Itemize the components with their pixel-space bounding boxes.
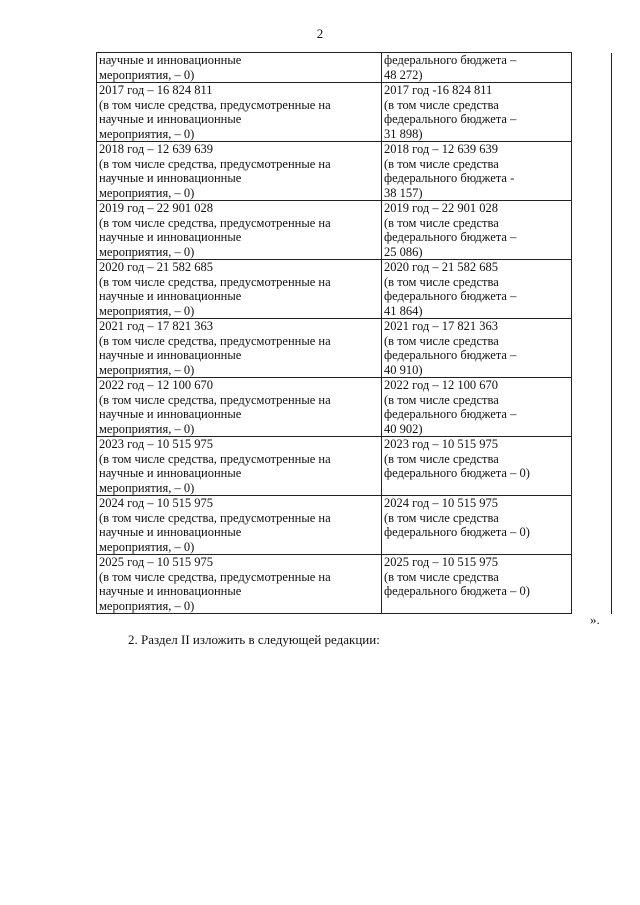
cell-line: 2022 год – 12 100 670: [99, 378, 213, 392]
table-row: [97, 142, 612, 201]
cell-line: (в том числе средства: [384, 274, 499, 289]
cell-line: 48 272): [384, 67, 423, 82]
cell-line: 2020 год – 21 582 685: [384, 260, 498, 274]
cell-line: научные и инновационные: [99, 289, 242, 303]
cell-line: федерального бюджета – 0): [384, 466, 530, 480]
total-funding-cell: [97, 319, 382, 378]
cell-line: (в том числе средства, предусмотренные на: [99, 333, 331, 348]
total-funding-cell: [97, 437, 382, 496]
cell-line: федерального бюджета –: [384, 53, 517, 67]
cell-line: (в том числе средства, предусмотренные на: [99, 274, 331, 289]
cell-line: (в том числе средства, предусмотренные на: [99, 156, 331, 171]
federal-funding-cell: [382, 260, 572, 319]
cell-line: федерального бюджета – 0): [384, 584, 530, 598]
cell-line: научные и инновационные: [99, 230, 242, 244]
cell-line: (в том числе средства: [384, 510, 499, 525]
cell-line: 25 086): [384, 244, 423, 259]
cell-line: (в том числе средства: [384, 215, 499, 230]
cell-line: 2021 год – 17 821 363: [384, 319, 498, 333]
federal-funding-cell: [382, 555, 572, 614]
total-funding-cell: [97, 378, 382, 437]
cell-line: 2022 год – 12 100 670: [384, 378, 498, 392]
cell-line: мероприятия, – 0): [99, 185, 195, 200]
cell-line: 2021 год – 17 821 363: [99, 319, 213, 333]
cell-line: мероприятия, – 0): [99, 67, 195, 82]
empty-cell: [572, 555, 612, 614]
cell-line: федерального бюджета –: [384, 289, 517, 303]
federal-funding-cell: [382, 378, 572, 437]
cell-line: 2025 год – 10 515 975: [99, 555, 213, 569]
federal-funding-cell: [382, 83, 572, 142]
cell-line: (в том числе средства: [384, 451, 499, 466]
cell-line: научные и инновационные: [99, 466, 242, 480]
cell-line: (в том числе средства, предусмотренные на: [99, 510, 331, 525]
cell-line: (в том числе средства, предусмотренные на: [99, 392, 331, 407]
cell-line: научные и инновационные: [99, 53, 242, 67]
total-funding-cell: [97, 53, 382, 83]
federal-funding-cell: [382, 201, 572, 260]
table-row: [97, 201, 612, 260]
cell-line: (в том числе средства, предусмотренные на: [99, 97, 331, 112]
cell-line: мероприятия, – 0): [99, 126, 195, 141]
table-row: [97, 555, 612, 614]
empty-cell: [572, 83, 612, 142]
cell-line: научные и инновационные: [99, 525, 242, 539]
cell-line: федерального бюджета –: [384, 407, 517, 421]
table-row: [97, 53, 612, 83]
federal-funding-cell: [382, 319, 572, 378]
section-paragraph: 2. Раздел II изложить в следующей редакции:: [128, 632, 380, 647]
cell-line: (в том числе средства: [384, 569, 499, 584]
cell-line: федерального бюджета –: [384, 348, 517, 362]
empty-cell: [572, 437, 612, 496]
empty-cell: [572, 53, 612, 83]
cell-line: мероприятия, – 0): [99, 421, 195, 436]
cell-line: 40 910): [384, 362, 423, 377]
cell-line: (в том числе средства, предусмотренные на: [99, 569, 331, 584]
federal-funding-cell: [382, 53, 572, 83]
total-funding-cell: [97, 83, 382, 142]
empty-cell: [572, 260, 612, 319]
cell-line: 2017 год -16 824 811: [384, 83, 493, 97]
cell-line: мероприятия, – 0): [99, 244, 195, 259]
total-funding-cell: [97, 142, 382, 201]
federal-funding-cell: [382, 142, 572, 201]
cell-line: 2024 год – 10 515 975: [99, 496, 213, 510]
total-funding-cell: [97, 555, 382, 614]
cell-line: научные и инновационные: [99, 348, 242, 362]
cell-line: научные и инновационные: [99, 407, 242, 421]
cell-line: (в том числе средства: [384, 97, 499, 112]
table-row: [97, 496, 612, 555]
cell-line: 2017 год – 16 824 811: [99, 83, 213, 97]
cell-line: федерального бюджета -: [384, 171, 515, 185]
cell-line: (в том числе средства, предусмотренные на: [99, 215, 331, 230]
cell-line: научные и инновационные: [99, 584, 242, 598]
cell-line: федерального бюджета –: [384, 230, 517, 244]
cell-line: 40 902): [384, 421, 423, 436]
empty-cell: [572, 319, 612, 378]
cell-line: мероприятия, – 0): [99, 539, 195, 554]
cell-line: (в том числе средства: [384, 156, 499, 171]
closing-quote: ».: [590, 612, 600, 627]
table-row: [97, 83, 612, 142]
cell-line: мероприятия, – 0): [99, 480, 195, 495]
cell-line: 2019 год – 22 901 028: [384, 201, 498, 215]
cell-line: федерального бюджета –: [384, 112, 517, 126]
federal-funding-cell: [382, 437, 572, 496]
cell-line: 2023 год – 10 515 975: [384, 437, 498, 451]
empty-cell: [572, 142, 612, 201]
empty-cell: [572, 378, 612, 437]
cell-line: 38 157): [384, 185, 423, 200]
total-funding-cell: [97, 201, 382, 260]
total-funding-cell: [97, 496, 382, 555]
cell-line: мероприятия, – 0): [99, 598, 195, 613]
cell-line: федерального бюджета – 0): [384, 525, 530, 539]
table-row: [97, 319, 612, 378]
empty-cell: [572, 201, 612, 260]
table-row: [97, 260, 612, 319]
cell-line: 2024 год – 10 515 975: [384, 496, 498, 510]
cell-line: мероприятия, – 0): [99, 362, 195, 377]
cell-line: 2025 год – 10 515 975: [384, 555, 498, 569]
cell-line: 2018 год – 12 639 639: [99, 142, 213, 156]
funding-table-body: [97, 53, 612, 614]
cell-line: научные и инновационные: [99, 112, 242, 126]
page-number: 2: [316, 26, 324, 41]
cell-line: (в том числе средства: [384, 392, 499, 407]
empty-cell: [572, 496, 612, 555]
cell-line: мероприятия, – 0): [99, 303, 195, 318]
table-row: [97, 378, 612, 437]
cell-line: 41 864): [384, 303, 423, 318]
cell-line: научные и инновационные: [99, 171, 242, 185]
cell-line: 31 898): [384, 126, 423, 141]
cell-line: 2020 год – 21 582 685: [99, 260, 213, 274]
cell-line: (в том числе средства, предусмотренные на: [99, 451, 331, 466]
total-funding-cell: [97, 260, 382, 319]
cell-line: 2023 год – 10 515 975: [99, 437, 213, 451]
funding-table: [96, 52, 612, 614]
table-row: [97, 437, 612, 496]
federal-funding-cell: [382, 496, 572, 555]
cell-line: 2019 год – 22 901 028: [99, 201, 213, 215]
cell-line: 2018 год – 12 639 639: [384, 142, 498, 156]
cell-line: (в том числе средства: [384, 333, 499, 348]
